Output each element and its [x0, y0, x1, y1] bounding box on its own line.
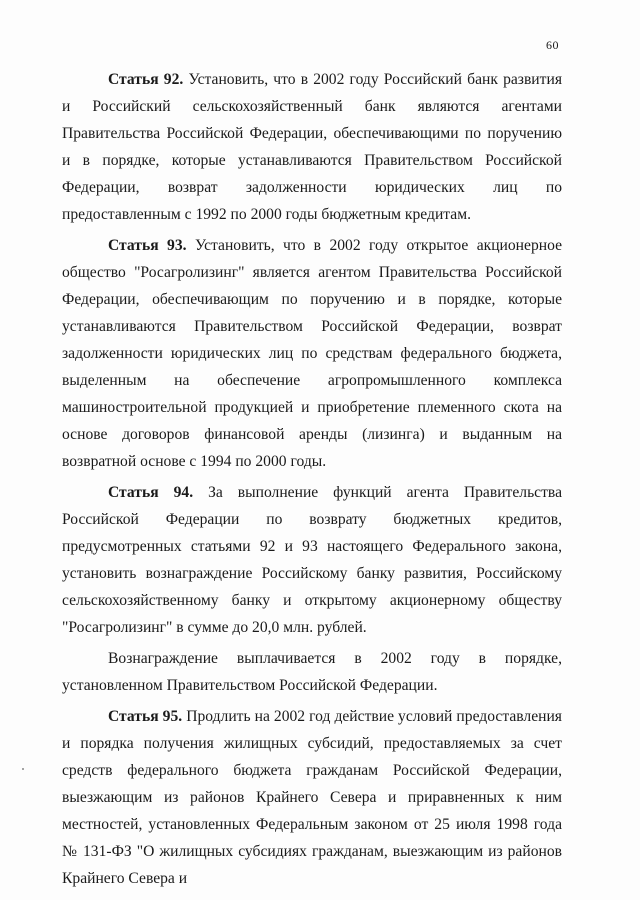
article-95-text: Продлить на 2002 год действие условий предоставления и порядка получения жилищных субсидий, предоставляемых за счет средств федерального бюджета гражданам Российской Федерации, выезжающим из районов Крайнего Севера и приравненных к ним местностей, установленных Федеральным законом от 25 июля 1998 года № 131-ФЗ "О жилищных субсидиях гражданам, выезжающим из районов Крайнего Севера и: [62, 708, 562, 887]
remuneration-text: Вознаграждение выплачивается в 2002 году в порядке, установленном Правительством Российской Федерации.: [62, 650, 562, 694]
article-92-label: Статья 92.: [108, 71, 184, 88]
article-92-paragraph: [62, 66, 562, 228]
article-92-text: Установить, что в 2002 году Российский банк развития и Российский сельскохозяйственный банк являются агентами Правительства Российской Федерации, обеспечивающими по поручению и в порядке, которые устанавливаются Правительством Российской Федерации, возврат задолженности юридических лиц по предоставленным с 1992 по 2000 годы бюджетным кредитам.: [62, 71, 562, 223]
article-94-paragraph: [62, 479, 562, 641]
document-body: [62, 66, 562, 892]
article-93-text: Установить, что в 2002 году открытое акционерное общество "Росагролизинг" является агентом Правительства Российской Федерации, обеспечивающим по поручению и в порядке, которые устанавливаются Правительством Российской Федерации, возврат задолженности юридических лиц по средствам федерального бюджета, выделенным на обеспечение агропромышленного комплекса машиностроительной продукцией и приобретение племенного скота на основе договоров финансовой аренды (лизинга) и выданным на возвратной основе с 1994 по 2000 годы.: [62, 237, 562, 470]
scan-speck: [22, 768, 24, 770]
article-95-paragraph: [62, 703, 562, 892]
remuneration-paragraph: [62, 645, 562, 699]
article-94-text: За выполнение функций агента Правительства Российской Федерации по возврату бюджетных кредитов, предусмотренных статьями 92 и 93 настоящего Федерального закона, установить вознаграждение Российскому банку развития, Российскому сельскохозяйственному банку и открытому акционерному обществу "Росагролизинг" в сумме до 20,0 млн. рублей.: [62, 484, 562, 636]
page-number: 60: [546, 38, 559, 52]
article-93-label: Статья 93.: [108, 237, 187, 254]
article-94-label: Статья 94.: [108, 484, 194, 501]
article-93-paragraph: [62, 232, 562, 475]
article-95-label: Статья 95.: [108, 708, 183, 725]
